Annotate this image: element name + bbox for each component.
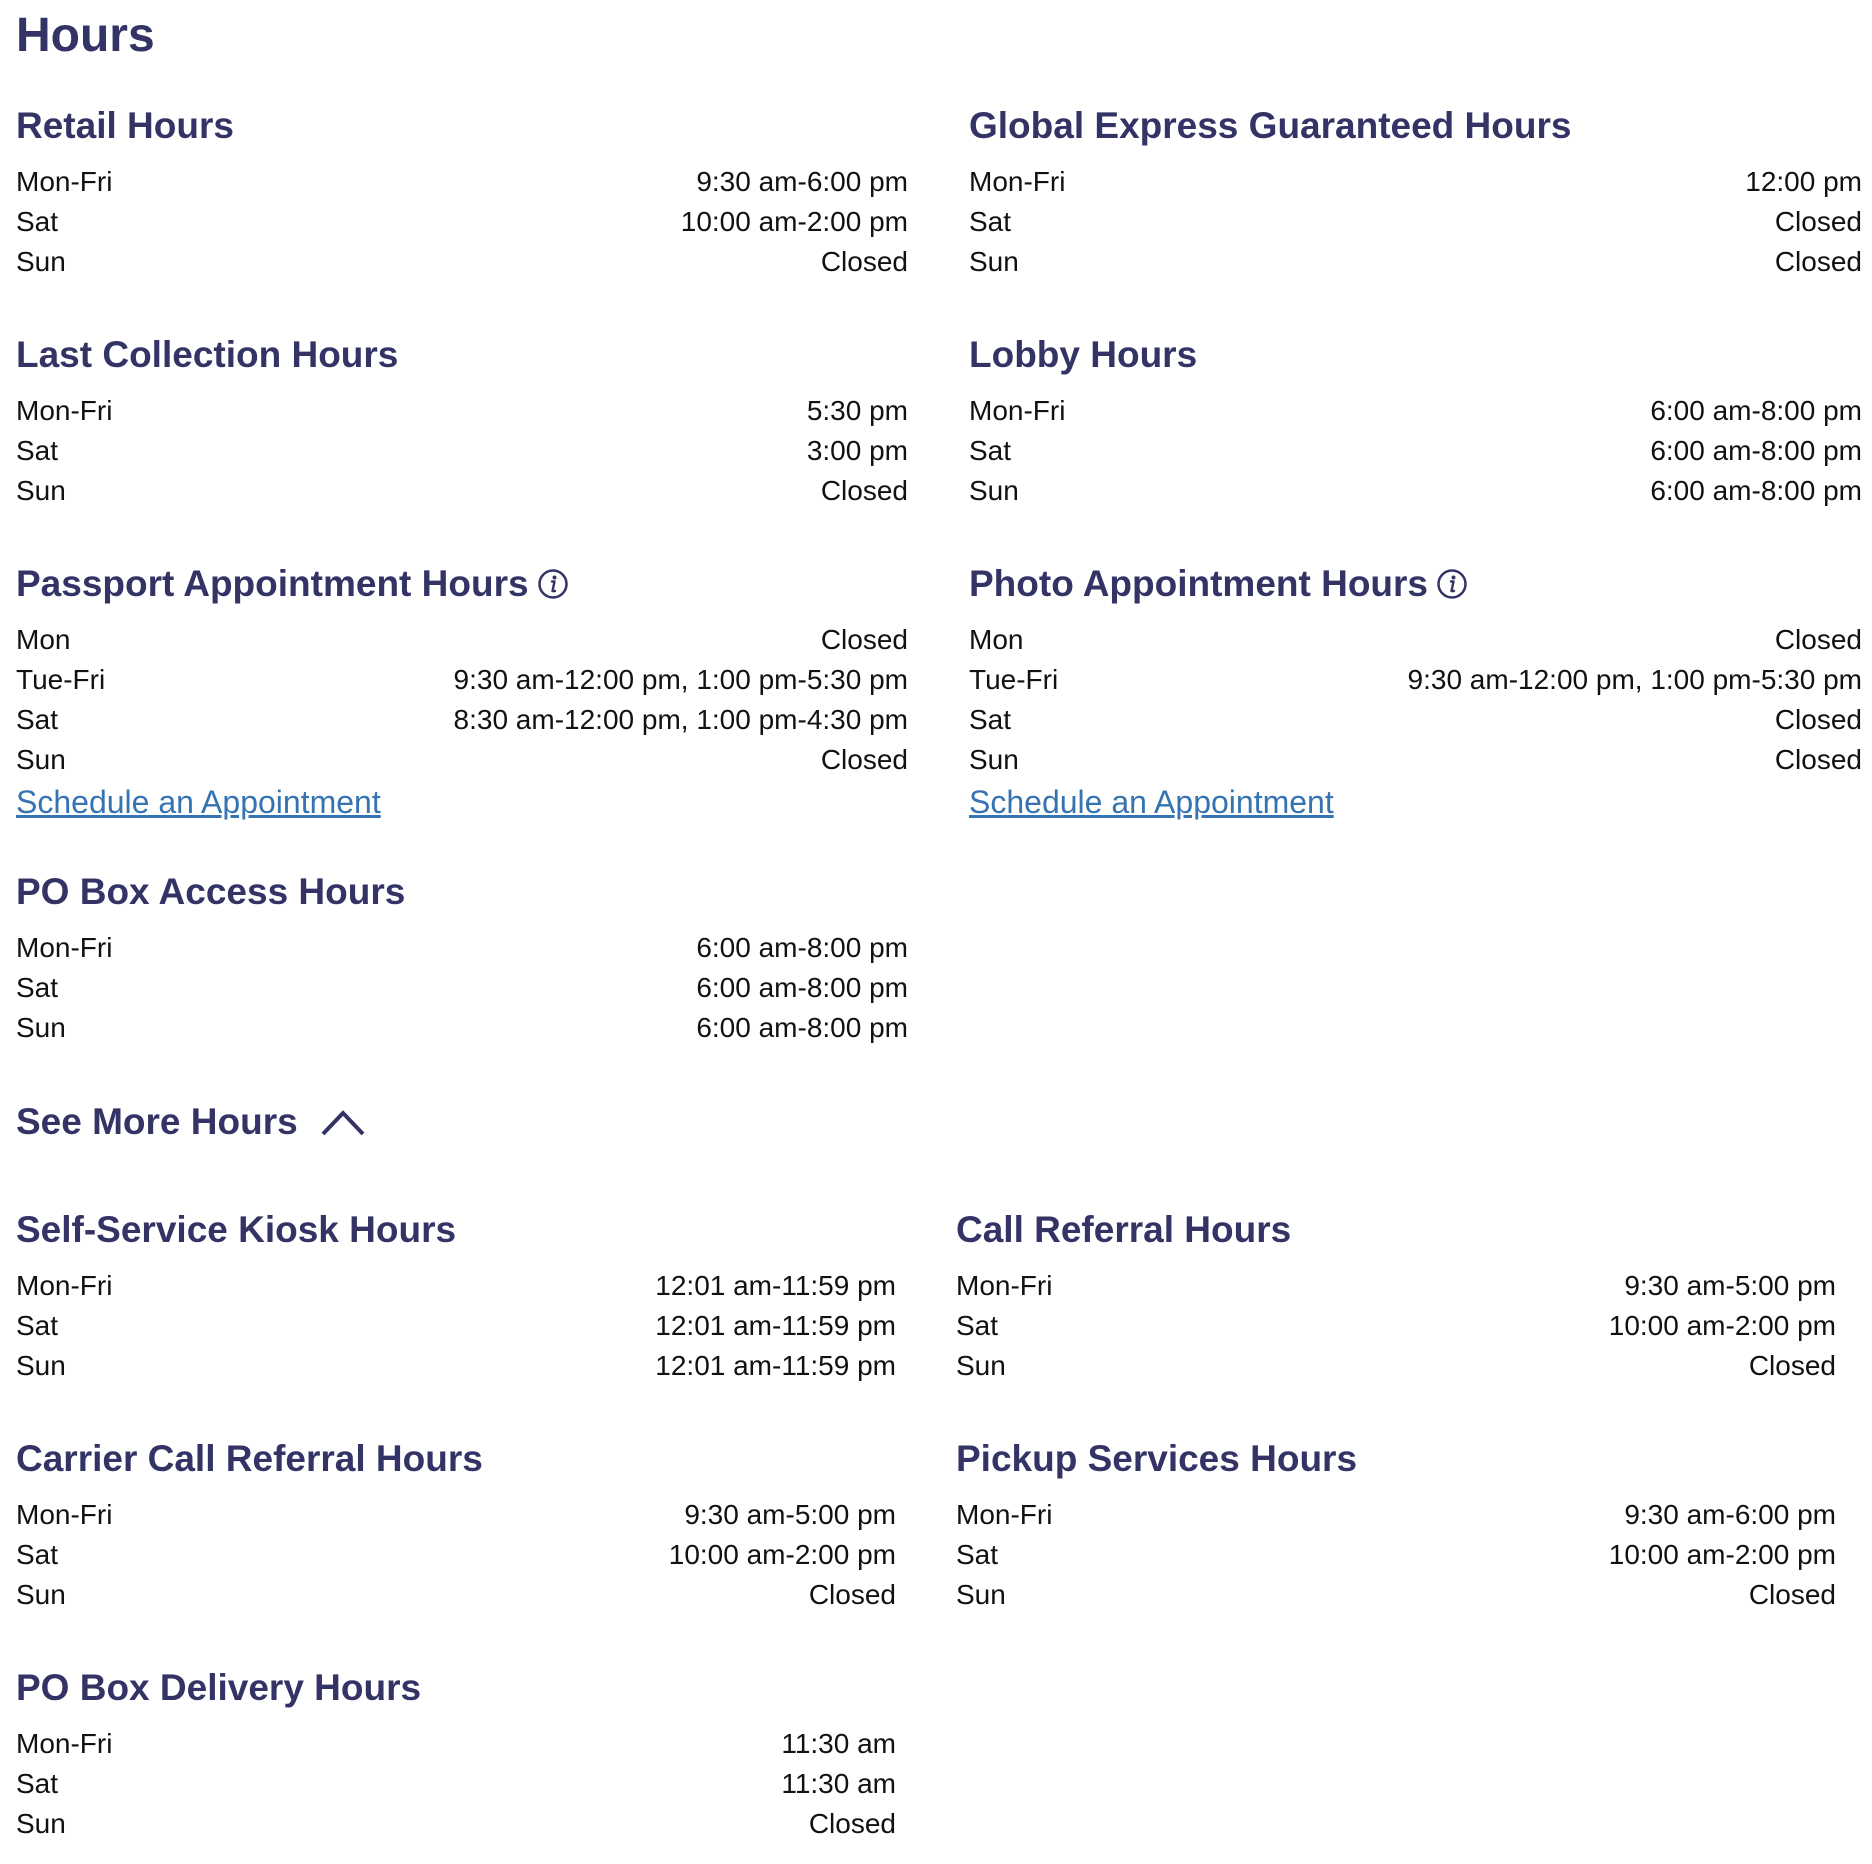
hours-list [16,1724,896,1844]
section-title [969,102,1862,150]
day-label: Sat [16,435,59,466]
hours-row [16,620,908,660]
hours-row [956,1535,1836,1575]
day-label: Mon-Fri [16,1499,113,1530]
day-label: Sun [969,475,1019,506]
time-value: 6:00 am-8:00 pm [1650,435,1862,466]
section-po-box-access-hours [16,868,908,1048]
time-value: 11:30 am [781,1728,896,1759]
day-label: Sat [16,1310,59,1341]
time-value: Closed [1774,624,1862,655]
day-label: Sat [969,206,1012,237]
time-value: 6:00 am-8:00 pm [696,932,908,963]
day-label: Sat [969,435,1012,466]
section-last-collection-hours [16,331,908,511]
hours-row [969,391,1862,431]
hours-row [16,660,908,700]
time-value: 12:00 pm [1745,166,1862,197]
day-label: Sat [16,206,59,237]
hours-list [969,162,1862,282]
section-title-text: Retail Hours [16,105,234,146]
day-label: Mon-Fri [16,166,113,197]
day-label: Mon-Fri [969,166,1066,197]
section-title-text: Passport Appointment Hours [16,563,529,604]
hours-list [16,620,908,780]
time-value: 12:01 am-11:59 pm [655,1270,896,1301]
day-label: Sat [969,704,1012,735]
section-title-text: Call Referral Hours [956,1209,1292,1250]
hours-row [956,1575,1836,1615]
day-label: Mon-Fri [16,395,113,426]
time-value: 9:30 am-6:00 pm [696,166,908,197]
time-value: Closed [1774,246,1862,277]
hours-row [969,431,1862,471]
section-global-express-hours [969,102,1862,282]
day-label: Sun [956,1579,1006,1610]
hours-row [16,1535,896,1575]
time-value: 12:01 am-11:59 pm [655,1350,896,1381]
section-pickup-services-hours [956,1435,1836,1615]
time-value: Closed [820,744,908,775]
day-label: Mon [16,624,71,655]
hours-row [969,620,1862,660]
time-value: 10:00 am-2:00 pm [680,206,908,237]
time-value: Closed [820,475,908,506]
time-value: Closed [1748,1350,1836,1381]
section-title [16,102,908,150]
hours-row [16,471,908,511]
hours-row [956,1306,1836,1346]
day-label: Mon-Fri [969,395,1066,426]
hours-row [16,740,908,780]
section-title-text: Pickup Services Hours [956,1438,1358,1479]
section-title-text: Lobby Hours [969,334,1198,375]
time-value: Closed [1774,704,1862,735]
day-label: Sun [16,1808,66,1839]
time-value: Closed [820,246,908,277]
hours-row [16,1008,908,1048]
hours-row [16,1575,896,1615]
time-value: 11:30 am [781,1768,896,1799]
section-passport-appointment-hours [16,560,908,822]
hours-list [969,620,1862,780]
time-value: Closed [1774,744,1862,775]
section-lobby-hours [969,331,1862,511]
schedule-appointment-link[interactable]: Schedule an Appointment [969,784,1334,820]
time-value: 9:30 am-6:00 pm [1624,1499,1836,1530]
time-value: 8:30 am-12:00 pm, 1:00 pm-4:30 pm [453,704,908,735]
day-label: Mon [969,624,1024,655]
chevron-up-icon [320,1107,366,1137]
hours-row [16,700,908,740]
hours-list [16,928,908,1048]
hours-row [16,1804,896,1844]
section-title-text: PO Box Access Hours [16,871,406,912]
hours-row [16,391,908,431]
time-value: 6:00 am-8:00 pm [696,1012,908,1043]
time-value: 10:00 am-2:00 pm [668,1539,896,1570]
section-title [956,1206,1836,1254]
see-more-hours-label: See More Hours [16,1101,298,1142]
day-label: Sat [16,972,59,1003]
section-title-text: Global Express Guaranteed Hours [969,105,1572,146]
day-label: Sun [16,1579,66,1610]
time-value: 3:00 pm [806,435,908,466]
time-value: 6:00 am-8:00 pm [1650,395,1862,426]
section-title [969,331,1862,379]
section-title-text: Photo Appointment Hours [969,563,1429,604]
day-label: Tue-Fri [16,664,106,695]
day-label: Sun [16,246,66,277]
hours-list [956,1495,1836,1615]
hours-row [16,162,908,202]
day-label: Sat [16,704,59,735]
section-title [16,1435,896,1483]
hours-row [16,968,908,1008]
hours-row [956,1495,1836,1535]
hours-list [16,1495,896,1615]
hours-row [969,242,1862,282]
time-value: 10:00 am-2:00 pm [1608,1539,1836,1570]
hours-list [16,1266,896,1386]
section-title [16,868,908,916]
hours-row [16,202,908,242]
time-value: Closed [1748,1579,1836,1610]
day-label: Tue-Fri [969,664,1059,695]
hours-row [969,471,1862,511]
hours-row [16,1764,896,1804]
section-title [16,1664,896,1712]
day-label: Mon-Fri [16,1270,113,1301]
day-label: Sat [16,1539,59,1570]
hours-row [969,202,1862,242]
time-value: 5:30 pm [806,395,908,426]
section-title-text: Carrier Call Referral Hours [16,1438,483,1479]
time-value: Closed [808,1579,896,1610]
section-title [16,1206,896,1254]
day-label: Sun [16,1012,66,1043]
schedule-appointment-link[interactable]: Schedule an Appointment [16,784,381,820]
section-title [956,1435,1836,1483]
section-title-text: Self-Service Kiosk Hours [16,1209,457,1250]
day-label: Sun [16,1350,66,1381]
section-title [969,560,1862,608]
day-label: Sat [956,1539,999,1570]
day-label: Mon-Fri [16,932,113,963]
day-label: Mon-Fri [16,1728,113,1759]
day-label: Sat [16,1768,59,1799]
info-icon[interactable] [537,564,569,596]
hours-row [16,928,908,968]
day-label: Sun [969,246,1019,277]
time-value: 6:00 am-8:00 pm [696,972,908,1003]
hours-row [16,431,908,471]
hours-row [16,1306,896,1346]
time-value: Closed [808,1808,896,1839]
section-carrier-call-referral-hours [16,1435,896,1615]
hours-row [956,1346,1836,1386]
see-more-hours-toggle[interactable] [16,1098,366,1146]
section-title [16,560,908,608]
hours-list [969,391,1862,511]
section-photo-appointment-hours [969,560,1862,822]
section-title-text: Last Collection Hours [16,334,399,375]
hours-row [16,242,908,282]
time-value: 9:30 am-12:00 pm, 1:00 pm-5:30 pm [1407,664,1862,695]
day-label: Mon-Fri [956,1499,1053,1530]
day-label: Sun [16,744,66,775]
day-label: Sun [16,475,66,506]
hours-row [16,1495,896,1535]
hours-row [16,1724,896,1764]
hours-row [969,660,1862,700]
day-label: Sat [956,1310,999,1341]
hours-row [16,1266,896,1306]
hours-row [969,162,1862,202]
time-value: 9:30 am-5:00 pm [1624,1270,1836,1301]
section-call-referral-hours [956,1206,1836,1386]
hours-list [16,391,908,511]
hours-row [969,700,1862,740]
hours-row [956,1266,1836,1306]
day-label: Sun [956,1350,1006,1381]
day-label: Mon-Fri [956,1270,1053,1301]
page-title: Hours [16,9,155,62]
hours-row [969,740,1862,780]
hours-row [16,1346,896,1386]
hours-list [956,1266,1836,1386]
time-value: 6:00 am-8:00 pm [1650,475,1862,506]
day-label: Sun [969,744,1019,775]
section-title [16,331,908,379]
section-po-box-delivery-hours [16,1664,896,1844]
time-value: 9:30 am-12:00 pm, 1:00 pm-5:30 pm [453,664,908,695]
time-value: 9:30 am-5:00 pm [684,1499,896,1530]
section-title-text: PO Box Delivery Hours [16,1667,422,1708]
section-self-service-kiosk-hours [16,1206,896,1386]
time-value: Closed [820,624,908,655]
hours-list [16,162,908,282]
time-value: 12:01 am-11:59 pm [655,1310,896,1341]
time-value: 10:00 am-2:00 pm [1608,1310,1836,1341]
time-value: Closed [1774,206,1862,237]
info-icon[interactable] [1436,564,1468,596]
section-retail-hours [16,102,908,282]
